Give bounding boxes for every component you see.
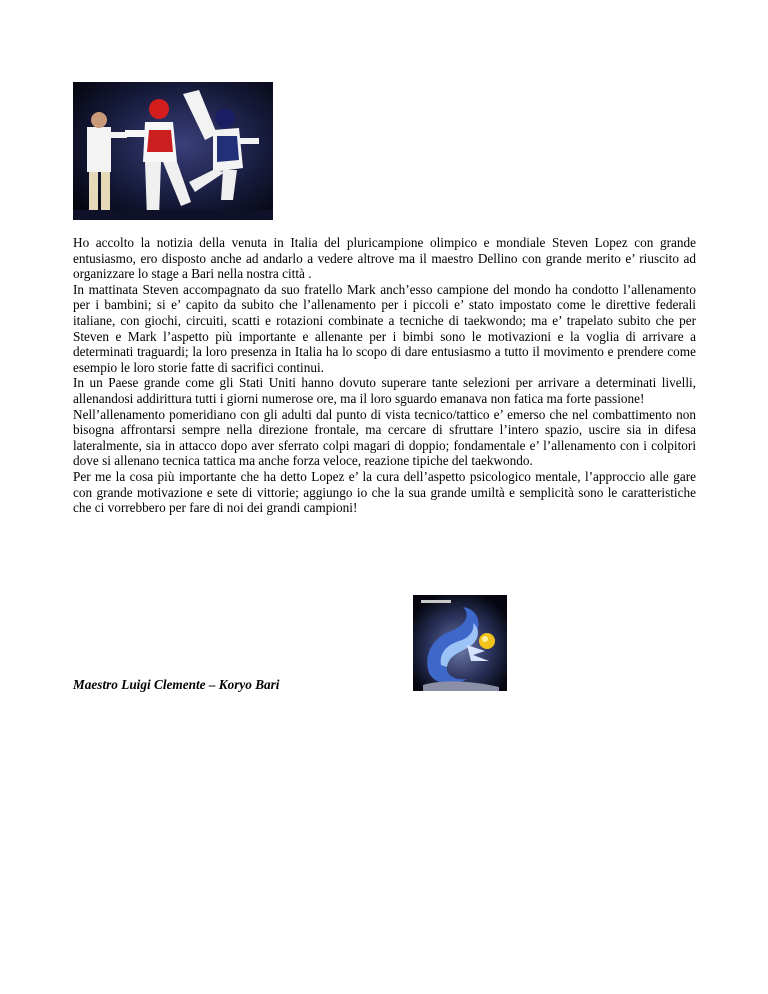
paragraph: Nell’allenamento pomeridiano con gli adulti dal punto di vista tecnico/tattico e’ emerso che nel combattimento non bisogna affrontarsi sempre nella direzione frontale, ma cercare di sfruttare l’intero spazio, uscire sia in difesa lateralmente, sia in attacco dopo aver sferrato colpi magari di doppio; fondamentale e’ l’allenamento con i colpitori dove si allenano tecnica tattica ma anche forza veloce, reazione tipiche del taekwondo. (73, 406, 696, 469)
article-body (73, 235, 696, 516)
dragon-logo (413, 595, 507, 691)
author-signature: Maestro Luigi Clemente – Koryo Bari (73, 677, 280, 692)
paragraph: In mattinata Steven accompagnato da suo fratello Mark anch’esso campione del mondo ha condotto l’allenamento per i bambini; si e’ capito da subito che l’allenamento per i piccoli e’ stato impostato come le direttive federali italiane, con giochi, circuiti, scatti e rotazioni combinate a tecniche di taekwondo; ma e’ trapelato subito che per Steven e Mark l’aspetto più importante e allenante per i bimbi sono le motivazioni e la voglia di arrivare a determinati traguardi; la loro presenza in Italia ha lo scopo di dare entusiasmo a tutto il movimento e prendere come esempio le loro storie fatte di sacrifici continui. (73, 281, 696, 375)
paragraph: In un Paese grande come gli Stati Uniti hanno dovuto superare tante selezioni per arrivare a determinati livelli, allenandosi addirittura tutti i giorni numerose ore, ma il loro sguardo emanava non fatica ma forte passione! (73, 375, 696, 406)
paragraph: Ho accolto la notizia della venuta in Italia del pluricampione olimpico e mondiale Steven Lopez con grande entusiasmo, ero disposto anche ad andarlo a vedere altrove ma il maestro Dellino con grande merito e’ riuscito ad organizzare lo stage a Bari nella nostra città . (73, 235, 696, 282)
taekwondo-kick-photo (73, 82, 273, 220)
paragraph: Per me la cosa più importante che ha detto Lopez e’ la cura dell’aspetto psicologico mentale, l’approccio alle gare con grande motivazione e sete di vittorie; aggiungo io che la sua grande umiltà e semplicità sono le caratteristiche che ci vorrebbero per fare di noi dei grandi campioni! (73, 468, 696, 516)
